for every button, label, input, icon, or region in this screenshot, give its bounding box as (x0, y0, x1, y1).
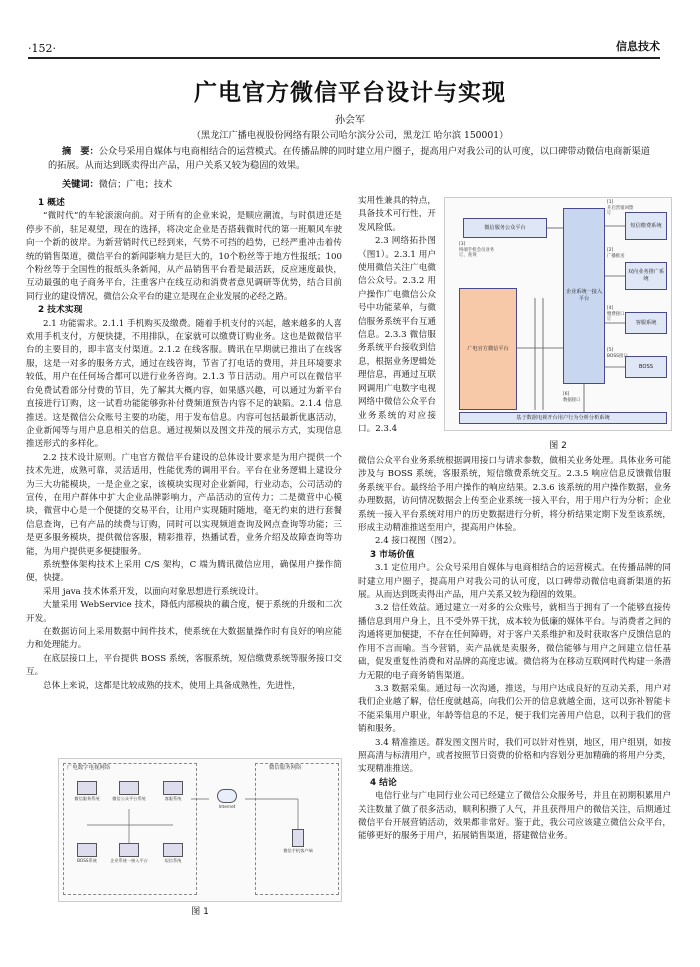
group-label: 广电数字电视网络 (67, 765, 111, 771)
paragraph: “微时代”的车轮滚滚向前。对于所有的企业来说，是顺应潮流，与时俱进还是停步不前，驻足观望，现在的选择，将决定企业是否搭载微时代的第一班顺风车驶向一个新的彼岸。为新营销时代已经到来，气势不可挡的趋势，已经严重冲击着传统的销售渠道，微信平台的新闻影响力是巨大的，10个粉丝等于地方性报纸；100个粉丝等于全国性的报纸头条新闻，从产品销售平台看是最活跃，反应速度最快，互动最强的电子商务平台，注重客户在线互动和消费者意见调研等优势，结合目前同行业的建设情况，微信公众平台的建立是现在企业发展的必经之路。 (26, 211, 342, 302)
figure-1-links (59, 759, 343, 903)
keywords-text: 微信；广电；技术 (98, 179, 173, 190)
paragraph: 3.2 信任效益。通过建立一对多的公众账号，就相当于拥有了一个能够直接传播信息到用户身上，且不受外界干扰，成本较为低廉的媒体平台。与消费者之间的沟通将更加便捷，不存在任何障碍，对于客户关系维护和及时获取客户反馈信息的作用不言而喻。当今营销，卖产品就是卖服务，微信能够与用户之间建立信任基础，促发重复性消费和对品牌的高度忠诚。微信将为在移动互联网时代构建一条潜力无限的电子商务销售渠道。 (358, 603, 671, 681)
icon-label: BOSS系统 (77, 858, 97, 863)
page-number: ·152· (28, 42, 56, 55)
note: [5] BOSS接口 (607, 348, 628, 359)
abstract-label: 摘 要： (62, 146, 99, 157)
paragraph: 3.1 定位用户。公众号采用自媒体与电商相结合的运营模式。在传播品牌的同时建立用户圈子，提高用户对我公司的认可度，以口碑带动微信电商新渠道的拓展。从而达到既卖得出产品，用户关系又较为稳固的效果。 (358, 563, 671, 601)
paragraph: 2.3 网络拓扑图（图1）。2.3.1 用户使用微信关注广电微信公众号。2.3.2 用户操作广电微信公众号中功能菜单，与微信服务系统平台互通信息。2.3.3 微信服务系统平台接收到信息，根据业务逻辑处理信息，再通过互联网调用广电数字电视网络中微信公众平台业务系统的对应接口。2.3.4 (358, 236, 436, 434)
icon-label: 微信手机客户端 (283, 848, 313, 853)
article-title: 广电官方微信平台设计与实现 (194, 79, 506, 106)
paragraph: 2.2 技术设计原则。广电官方微信平台建设的总体设计要求是为用户提供一个技术先进，成熟可靠，灵活适用，性能优秀的调用平台。平台在业务逻辑上建设分为三大功能模块，一是企业之家，该模块实现对企业新闻，行业动态，公司活动的宣传，在用户群体中扩大企业品牌影响力，产品活动的宣传力；二是微营中心模块，微营中心是一个便捷的交易平台，让用户实现随时随地，毫无约束的进行套餐信息查询，已有产品的续费与订购，同时可以实现频道查询及网点查询等功能；三是更多服务模块，提供微信客服，精彩推荐，热播试看，业务介绍及故障查询等功能，为用户提供更多便捷服务。 (26, 452, 342, 557)
note: [3] 终端手机会员业务 订，查询 (459, 242, 495, 258)
icon-label: Internet (218, 804, 236, 809)
figure-1 (58, 758, 342, 902)
icon-label: 微信公众平台系统 (112, 796, 146, 801)
paragraph: 系统整体架构技术上采用 C/S 架构，C 端为腾讯微信应用，确保用户操作简便，快捷。 (26, 559, 342, 584)
middle-column (358, 195, 436, 436)
section-heading: 4 结论 (370, 777, 397, 788)
integration-platform-box: 企业系统一接入平台 (563, 208, 605, 384)
icon-label: 短信系统 (164, 858, 182, 863)
paragraph: 采用 java 技术体系开发，以面向对象思想进行系统设计。 (43, 586, 264, 597)
right-column (358, 455, 671, 844)
icon-label: 企业系统一接入平台 (110, 858, 148, 863)
paragraph: 3.3 数据采集。通过每一次沟通，推送，与用户达成良好的互动关系，用户对我们企业越了解，信任度就越高，向我们公开的信息就越全面，这可以弥补智能卡不能采集用户职业，年龄等信息的不足，便于我们完善用户信息，以利于我们的营销和服务。 (358, 683, 671, 735)
wechat-platform-box: 微信服务公众平台 (463, 218, 547, 238)
note: [6] 数据接口 (563, 392, 581, 403)
note: [1] 开启营销回馈 订 (607, 200, 634, 216)
promotion-system-box: 双向业务推广系统 (625, 262, 667, 290)
left-column (26, 197, 342, 693)
keywords (62, 176, 172, 190)
paragraph: 2.4 接口视图（图2）。 (375, 536, 462, 547)
figure-2-caption: 图 2 (549, 441, 567, 451)
note: [4] 缴费接口 订 (607, 306, 625, 322)
keywords-label: 关键词： (62, 179, 99, 190)
note: [2] 广播推送 (607, 248, 625, 259)
paragraph: 微信公众平台业务系统根据调用接口与请求参数，做相关业务处理。具体业务可能涉及与 BOSS 系统，客服系统，短信缴费系统交互。2.3.5 响应信息反馈微信服务系统平台。最终给予用户操作的响应结果。2.3.6 该系统的用户操作数据，业务办理数据，访问情况数据会上传至企业系统一接入平台，用于用户行为分析；企业系统一接入平台系统对用户的历史数据进行分析，将分析结果定期下发至该系统，形成主动精准推送至用户，提高用户体验。 (358, 456, 671, 534)
paragraph: 总体上来说，这都是比较成熟的技术，使用上具备成熟性，先进性， (43, 680, 301, 691)
paragraph: 2.1 功能需求。2.1.1 手机购买及缴费。随着手机支付的兴起，越来越多的人喜欢用手机支付，方便快捷，不用排队，在家就可以缴费订购业务。这也是做微信平台的主要目的，即丰富支付渠道。2.1.2 在线客服。腾讯在早期就已推出了在线客服，这是一对多的服务方式，通过在线咨询，节省了打电话的费用，并且环境要求较低，用户在任何场合都可以进行业务咨询。2.1.3 节日活动。用户可以在微信平台免费试看部分付费的节目，先了解其大概内容，如果感兴趣，可以通过为新平台直接进行订购，这一试看功能能够弥补付费频道预告内容不足的缺陷。2.1.4 信息推送。这是微信公众账号主要的功能，用于发布信息。内容可包括最新优惠活动，企业新闻等与用户息息相关的信息。通过视频以及图文并茂的展示方式，实现信息推送形式的多样化。 (26, 318, 342, 450)
figure-2 (444, 197, 672, 431)
icon-label: 微信服务系统 (74, 796, 100, 801)
paragraph: 在底层接口上，平台提供 BOSS 系统，客服系统，短信缴费系统等服务接口交互。 (26, 653, 342, 678)
figure-2-connectors (445, 198, 673, 432)
analytics-bar: 基于数据电视开台用户行为分析分析系统 (459, 412, 667, 424)
section-heading: 2 技术实现 (38, 305, 83, 316)
figure-1-caption: 图 1 (191, 907, 209, 917)
icon-label: 客服系统 (164, 796, 182, 801)
group-label: 微信服务网络 (269, 765, 302, 771)
paragraph: 实用性兼具的特点，具备技术可行性，开发风险低。 (358, 196, 436, 233)
section-heading: 1 概述 (38, 198, 65, 208)
author: 孙会军 (335, 115, 365, 126)
abstract (48, 145, 658, 173)
service-system-box: 客服系统 (625, 312, 667, 334)
paragraph: 在数据访问上采用数据中间件技术，使系统在大数据量操作时有良好的响应能力和处理能力。 (26, 627, 342, 651)
broadcast-platform-box: 广电官方微信平台 (459, 288, 517, 410)
sms-system-box: 短信缴费系统 (625, 212, 667, 240)
affiliation: （黑龙江广播电视股份网络有限公司哈尔滨分公司，黑龙江 哈尔滨 150001） (191, 130, 509, 141)
section-heading: 3 市场价值 (370, 549, 415, 560)
paragraph: 大量采用 WebService 技术，降低内部模块的藕合度，便于系统的升级和二次开发。 (26, 600, 342, 624)
paragraph: 3.4 精准推送。群发图文图片时，我们可以针对性别，地区，用户组别，如按照高清与标清用户，或者按照节日资费的价格和内容划分更加精确的将用户分类，实现精准推送。 (358, 737, 671, 775)
abstract-text: 公众号采用自媒体与电商相结合的运营模式。在传播品牌的同时建立用户圈子，提高用户对我公司的认可度，以口碑带动微信电商新渠道的拓展。从而达到既卖得出产品，用户关系又较为稳固的效果。 (48, 146, 650, 171)
header-divider (28, 57, 660, 59)
paragraph: 电信行业与广电同行业公司已经建立了微信公众服务号，并且在初期积累用户关注数量了做了很多活动，顺利积攒了人气，并且获得用户的微信关注，后期通过微信平台开展营销活动，效果都非常好。鉴于此，我公司应该建立微信公众平台，能够更好的服务于用户，拓展销售渠道，搭建微信业务。 (358, 791, 671, 842)
section-title: 信息技术 (616, 40, 660, 53)
boss-system-box: BOSS (625, 356, 667, 378)
